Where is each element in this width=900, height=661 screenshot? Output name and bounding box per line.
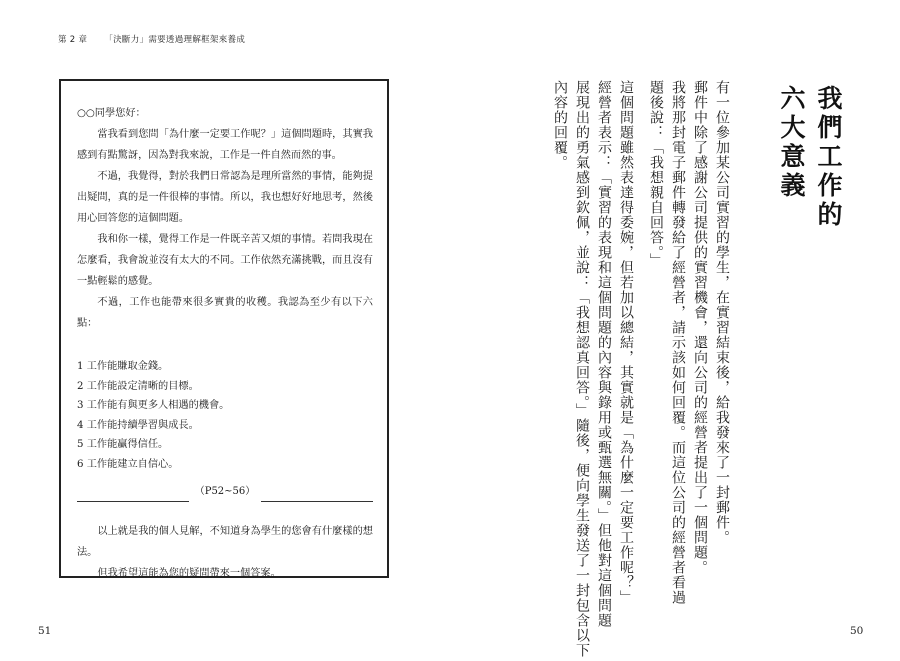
meaning-list — [77, 357, 373, 474]
list-item: 5 工作能贏得信任。 — [77, 439, 169, 450]
body-column-5: 這個問題雖然表達得委婉，但若加以總結，其實就是「為什麼一定要工作呢？」 — [618, 80, 634, 605]
list-item: 1 工作能賺取金錢。 — [77, 361, 169, 372]
body-column-3: 我將那封電子郵件轉發給了經營者，請示該如何回覆。而這位公司的經營者看過 — [670, 80, 686, 605]
list-item: 3 工作能有與更多人相遇的機會。 — [77, 400, 230, 411]
letter-paragraph-1: 當我看到您問「為什麼一定要工作呢？」這個問題時，其實我感到有點驚訝，因為對我來說，工作是一件自然而然的事。 — [77, 129, 373, 161]
running-header — [58, 33, 245, 45]
chapter-title: 「決斷力」需要透過理解框架來養成 — [104, 35, 246, 45]
body-column-8: 內容的回覆。 — [552, 80, 568, 170]
letter-salutation: ○○同學您好： — [77, 108, 146, 119]
section-title-line-1: 我們工作的 — [814, 85, 843, 230]
letter-paragraph-2: 不過，我覺得，對於我們日常認為是理所當然的事情，能夠提出疑問，真的是一件很棒的事情。所以，我也想好好地思考，然後用心回答您的這個問題。 — [77, 171, 373, 224]
list-item: 6 工作能建立自信心。 — [77, 458, 179, 470]
source-divider — [77, 486, 373, 503]
letter-closing-1: 以上就是我的個人見解，不知道身為學生的您會有什麼樣的想法。 — [77, 526, 373, 558]
body-column-2: 郵件中除了感謝公司提供的實習機會，還向公司的經營者提出了一個問題。 — [692, 80, 708, 575]
letter-paragraph-4: 不過，工作也能帶來很多實貴的收穫。我認為至少有以下六點： — [77, 297, 373, 329]
body-column-6: 經營者表示：「實習的表現和這個問題的內容與錄用或甄選無關。」但他對這個問題 — [596, 80, 612, 628]
chapter-label: 第 2 章 — [58, 35, 88, 45]
source-reference: （P52~56） — [189, 481, 262, 502]
body-column-7: 展現出的勇氣感到欽佩，並說：「我想認真回答。」隨後，便向學生發送了一封包含以下 — [574, 80, 590, 658]
body-column-1: 有一位參加某公司實習的學生，在實習結束後，給我發來了一封郵件。 — [714, 80, 730, 545]
list-item: 4 工作能持續學習與成長。 — [77, 419, 199, 431]
letter-paragraph-3: 我和你一樣，覺得工作是一件既辛苦又煩的事情。若問我現在怎麼看，我會說並沒有太大的不同。工作依然充滿挑戰，而且沒有一點輕鬆的感覺。 — [77, 234, 373, 287]
body-column-4: 題後說：「我想親自回答。」 — [648, 80, 664, 268]
letter-closing-2: 但我希望這能為您的疑問帶來一個答案。 — [97, 568, 281, 579]
list-item: 2 工作能設定清晰的目標。 — [77, 380, 199, 392]
letter-box — [59, 79, 389, 578]
page-number-right: 50 — [850, 625, 864, 637]
section-title-line-2: 六大意義 — [777, 85, 806, 201]
page-number-left: 51 — [38, 625, 52, 637]
